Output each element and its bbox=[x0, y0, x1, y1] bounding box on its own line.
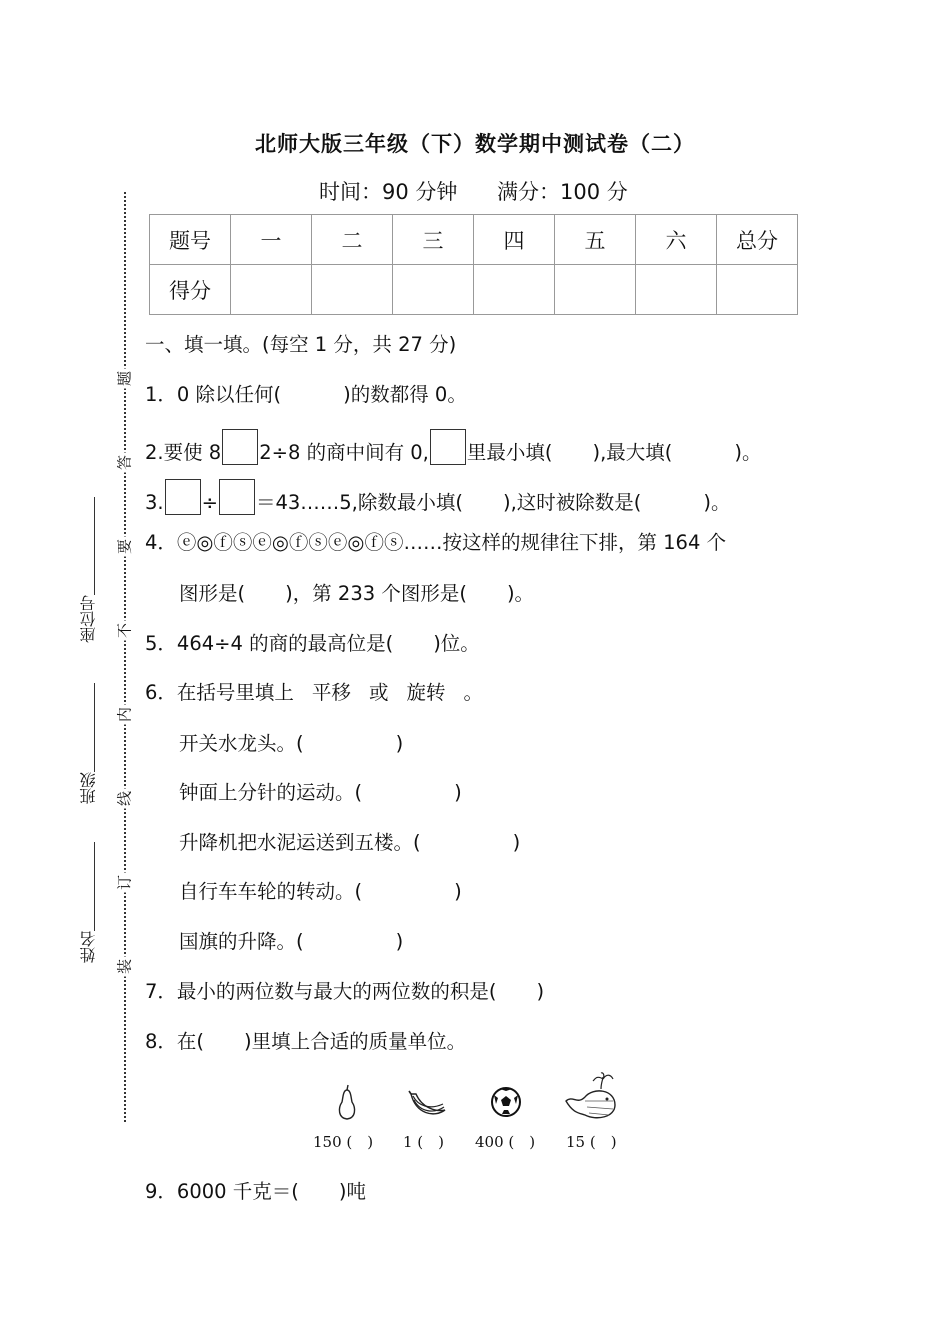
question-2: 2.要使 8 2÷8 的商中间有 0, 里最小填( ),最大填( )。 bbox=[145, 429, 762, 465]
dividend-box[interactable] bbox=[165, 479, 201, 515]
score-row-label: 得分 bbox=[150, 265, 231, 315]
page-title: 北师大版三年级（下）数学期中测试卷（二） bbox=[255, 132, 695, 156]
binding-word: 答 bbox=[114, 453, 135, 473]
score-header-cell: 六 bbox=[636, 215, 717, 265]
name-label: 姓名 bbox=[79, 931, 98, 963]
class-label: 班级 bbox=[79, 772, 98, 804]
binding-word: 要 bbox=[114, 537, 135, 557]
question-8: 8．在( )里填上合适的质量单位。 bbox=[145, 1030, 467, 1053]
digit-box[interactable] bbox=[222, 429, 258, 465]
whale-icon bbox=[563, 1071, 619, 1123]
whale-label: 15 ( ) bbox=[566, 1133, 617, 1151]
question-6-item: 钟面上分针的运动。( ) bbox=[179, 781, 462, 804]
football-icon bbox=[490, 1086, 522, 1118]
binding-word: 装 bbox=[114, 957, 135, 977]
question-4-line-2: 图形是( )，第 233 个图形是( )。 bbox=[179, 582, 535, 605]
question-3: 3. ÷ ＝43……5,除数最小填( ),这时被除数是( )。 bbox=[145, 479, 731, 515]
score-header-cell: 五 bbox=[555, 215, 636, 265]
question-9: 9．6000 千克＝( )吨 bbox=[145, 1180, 366, 1203]
question-6-item: 升降机把水泥运送到五楼。( ) bbox=[179, 831, 521, 854]
banana-icon bbox=[408, 1088, 448, 1122]
exam-full-score: 满分：100 分 bbox=[497, 180, 628, 204]
divisor-box[interactable] bbox=[219, 479, 255, 515]
score-input-cell[interactable] bbox=[636, 265, 717, 315]
score-header-cell: 题号 bbox=[150, 215, 231, 265]
score-input-cell[interactable] bbox=[312, 265, 393, 315]
score-table bbox=[149, 214, 798, 315]
score-header-cell: 总分 bbox=[717, 215, 798, 265]
score-header-cell: 三 bbox=[393, 215, 474, 265]
question-7: 7．最小的两位数与最大的两位数的积是( ) bbox=[145, 980, 545, 1003]
score-header-cell: 四 bbox=[474, 215, 555, 265]
score-header-cell: 二 bbox=[312, 215, 393, 265]
score-input-cell[interactable] bbox=[474, 265, 555, 315]
name-field[interactable] bbox=[94, 842, 95, 931]
question-1: 1．0 除以任何( )的数都得 0。 bbox=[145, 383, 467, 406]
question-5: 5．464÷4 的商的最高位是( )位。 bbox=[145, 632, 480, 655]
question-6: 6．在括号里填上 平移 或 旋转 。 bbox=[145, 681, 483, 704]
binding-word: 订 bbox=[114, 873, 135, 893]
binding-word: 内 bbox=[114, 705, 135, 725]
question-4-line-1: 4．ⓔ◎ⓕⓢⓔ◎ⓕⓢⓔ◎ⓕⓢ……按这样的规律往下排，第 164 个 bbox=[145, 531, 727, 554]
question-6-item: 自行车车轮的转动。( ) bbox=[179, 880, 462, 903]
score-input-cell[interactable] bbox=[231, 265, 312, 315]
score-input-cell[interactable] bbox=[717, 265, 798, 315]
binding-word: 线 bbox=[114, 789, 135, 809]
seat-number-label: 座位号 bbox=[79, 595, 98, 643]
score-table-score-row bbox=[150, 265, 798, 315]
banana-label: 1 ( ) bbox=[403, 1133, 445, 1151]
pear-label: 150 ( ) bbox=[313, 1133, 374, 1151]
digit-box[interactable] bbox=[430, 429, 466, 465]
question-6-item: 开关水龙头。( ) bbox=[179, 732, 404, 755]
seat-number-field[interactable] bbox=[94, 497, 95, 595]
question-6-item: 国旗的升降。( ) bbox=[179, 930, 404, 953]
pear-icon bbox=[335, 1084, 359, 1122]
section-heading: 一、填一填。(每空 1 分，共 27 分) bbox=[145, 333, 457, 356]
binding-word: 题 bbox=[114, 369, 135, 389]
score-header-cell: 一 bbox=[231, 215, 312, 265]
binding-word: 不 bbox=[114, 621, 135, 641]
football-label: 400 ( ) bbox=[475, 1133, 536, 1151]
class-field[interactable] bbox=[94, 683, 95, 772]
exam-time: 时间：90 分钟 bbox=[319, 180, 458, 204]
score-input-cell[interactable] bbox=[393, 265, 474, 315]
score-input-cell[interactable] bbox=[555, 265, 636, 315]
binding-dotted-line bbox=[124, 192, 126, 1122]
score-table-header-row bbox=[150, 215, 798, 265]
